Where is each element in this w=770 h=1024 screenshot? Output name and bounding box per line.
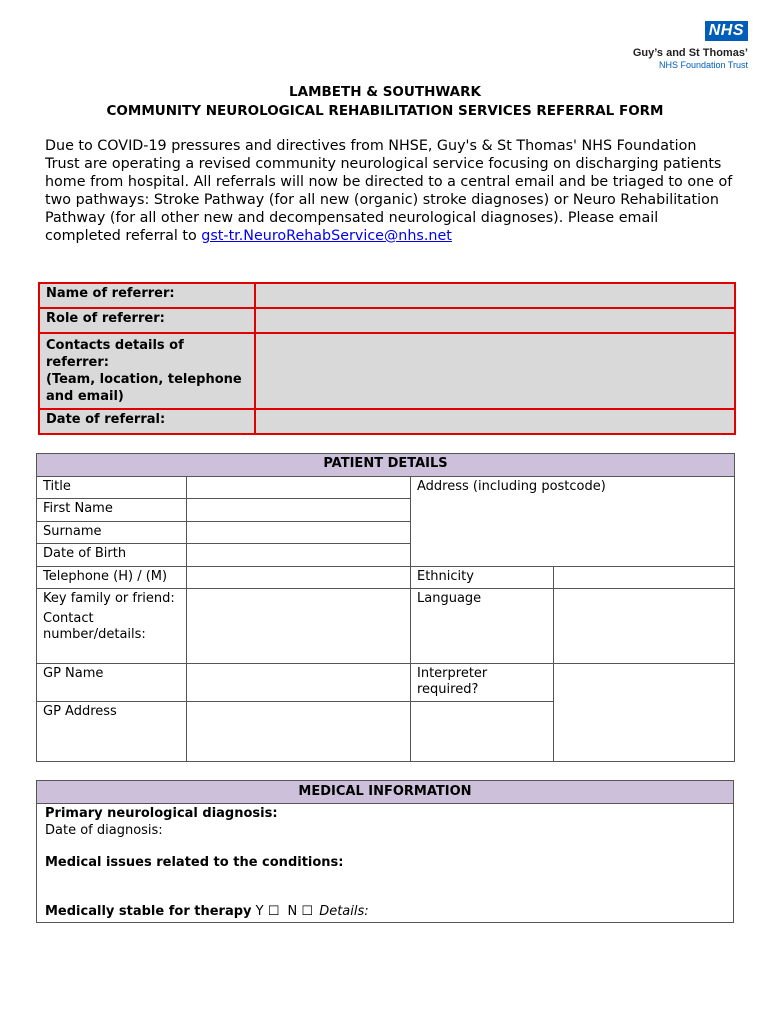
referrer-contact-label-hint: (Team, location, telephone and email) (46, 372, 242, 404)
medical-information-table (36, 780, 734, 923)
patient-details-table (36, 453, 735, 762)
medically-stable-details-label: Details: (319, 904, 369, 919)
patient-surname-label: Surname (37, 522, 187, 544)
form-title-line-2: COMMUNITY NEUROLOGICAL REHABILITATION SERVICES REFERRAL FORM (106, 103, 664, 119)
interpreter-extra-field[interactable] (411, 702, 554, 762)
referrer-role-label: Role of referrer: (39, 308, 255, 333)
patient-dob-label: Date of Birth (37, 544, 187, 567)
patient-key-family-label (37, 589, 187, 664)
medical-information-body[interactable] (37, 804, 734, 923)
referrer-role-field[interactable] (255, 308, 735, 333)
patient-address-label: Address (including postcode) (417, 479, 606, 494)
referrer-table (38, 282, 736, 435)
medical-information-header: MEDICAL INFORMATION (37, 781, 734, 804)
form-title-line-1: LAMBETH & SOUTHWARK (289, 84, 481, 100)
medically-stable-no-checkbox[interactable]: N ☐ (287, 904, 314, 919)
trust-name: Guy’s and St Thomas’ (632, 47, 748, 59)
primary-diagnosis-label: Primary neurological diagnosis: (45, 806, 278, 821)
patient-ethnicity-label: Ethnicity (411, 567, 554, 589)
gp-name-field[interactable] (187, 664, 411, 702)
patient-telephone-label: Telephone (H) / (M) (37, 567, 187, 589)
patient-first-name-field[interactable] (187, 499, 411, 522)
patient-details-header: PATIENT DETAILS (37, 454, 735, 477)
trust-subtitle: NHS Foundation Trust (658, 60, 748, 70)
medically-stable-yes-checkbox[interactable]: Y ☐ (255, 904, 280, 919)
nhs-logo-badge: NHS (705, 21, 748, 41)
gp-address-label: GP Address (37, 702, 187, 762)
patient-key-family-field[interactable] (187, 589, 411, 664)
interpreter-required-field[interactable] (554, 664, 735, 762)
key-family-label: Key family or friend: (43, 591, 175, 606)
patient-language-label: Language (411, 589, 554, 664)
patient-title-label: Title (37, 477, 187, 499)
gp-name-label: GP Name (37, 664, 187, 702)
referrer-name-field[interactable] (255, 283, 735, 308)
contact-number-label: Contact number/details: (43, 611, 146, 642)
referral-date-field[interactable] (255, 409, 735, 434)
intro-paragraph (45, 137, 735, 245)
medical-issues-label: Medical issues related to the conditions: (45, 855, 344, 870)
referrer-contact-field[interactable] (255, 333, 735, 409)
referrer-contact-label (39, 333, 255, 409)
interpreter-required-label: Interpreter required? (411, 664, 554, 702)
patient-address-field[interactable] (411, 477, 735, 567)
medically-stable-row (45, 903, 725, 920)
referral-date-label: Date of referral: (39, 409, 255, 434)
intro-text: Due to COVID-19 pressures and directives from NHSE, Guy's & St Thomas' NHS Foundation Trust are operating a revised community neurological service focusing on discharging patients home from hospital. All referrals will now be directed to a central email and be triaged to one of two pathways: Stroke Pathway (for all new (organic) stroke diagnoses) or Neuro Rehabilitation Pathway (for all other new and decompensated neurological diagnoses). Please email completed referral to (45, 138, 733, 244)
patient-surname-field[interactable] (187, 522, 411, 544)
trust-logo (633, 20, 748, 70)
gp-address-field[interactable] (187, 702, 411, 762)
referrer-contact-label-main: Contacts details of referrer: (46, 338, 184, 370)
patient-ethnicity-field[interactable] (554, 567, 735, 589)
patient-dob-field[interactable] (187, 544, 411, 567)
form-title (0, 83, 770, 121)
patient-language-field[interactable] (554, 589, 735, 664)
date-of-diagnosis-label: Date of diagnosis: (45, 823, 163, 838)
patient-telephone-field[interactable] (187, 567, 411, 589)
patient-first-name-label: First Name (37, 499, 187, 522)
referrer-name-label: Name of referrer: (39, 283, 255, 308)
referral-email-link[interactable]: gst-tr.NeuroRehabService@nhs.net (201, 228, 452, 244)
medically-stable-label: Medically stable for therapy (45, 904, 252, 919)
patient-title-field[interactable] (187, 477, 411, 499)
